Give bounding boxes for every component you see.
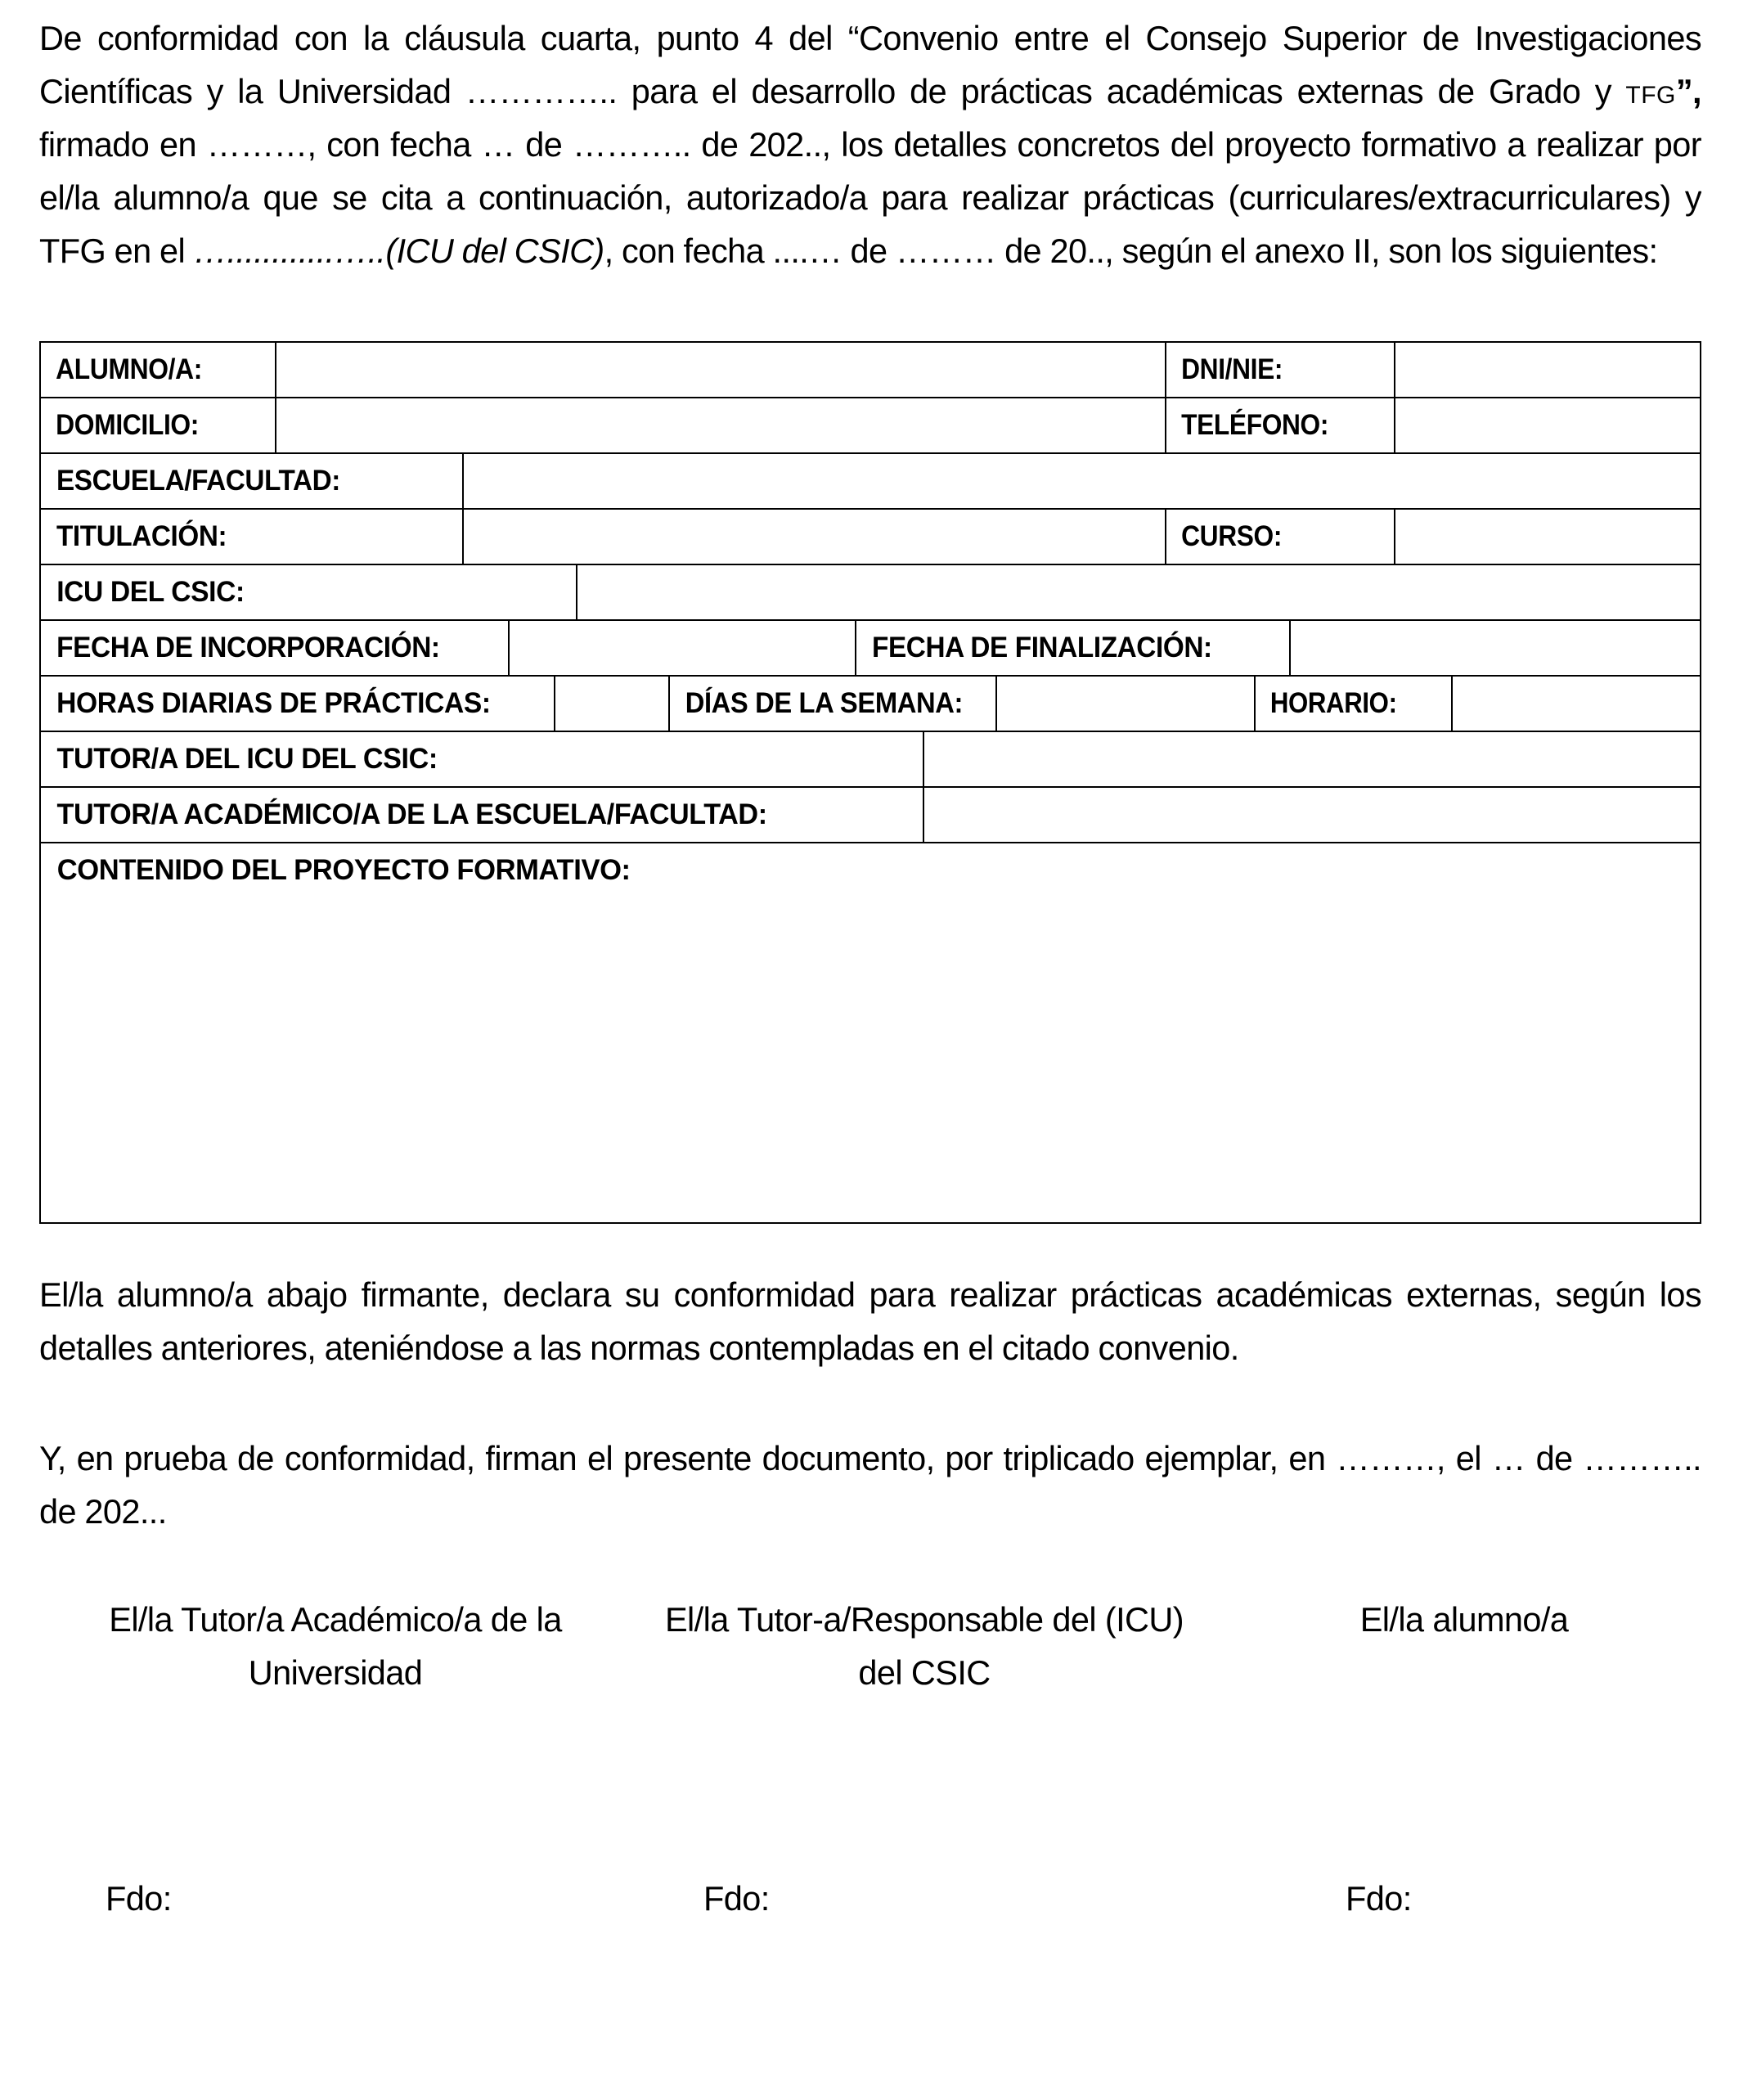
row-titulacion bbox=[41, 510, 1700, 565]
fecha-fin-field[interactable] bbox=[1291, 621, 1700, 675]
telefono-label-cell bbox=[1166, 398, 1395, 452]
row-alumno bbox=[41, 343, 1700, 398]
icu-label: ICU DEL CSIC: bbox=[56, 576, 245, 608]
intro-line-1: De conformidad con la cláusula cuarta, punto 4 del “Convenio entre el Consejo Superior de Investigaciones bbox=[39, 19, 1701, 57]
dni-label: DNI/NIE: bbox=[1181, 353, 1283, 385]
signature-academic-tutor bbox=[82, 1593, 589, 1699]
titulacion-label: TITULACIÓN: bbox=[56, 520, 227, 552]
domicilio-label: DOMICILIO: bbox=[56, 409, 200, 441]
escuela-label-cell bbox=[41, 454, 464, 508]
proof-paragraph bbox=[39, 1432, 1701, 1538]
proof-line-2: de 202... bbox=[39, 1492, 167, 1531]
titulacion-field[interactable] bbox=[464, 510, 1166, 564]
row-tutor-icu bbox=[41, 732, 1700, 788]
intro-line-2 bbox=[39, 65, 1701, 118]
fecha-inc-field[interactable] bbox=[510, 621, 856, 675]
fecha-fin-label-cell bbox=[856, 621, 1291, 675]
escuela-field[interactable] bbox=[464, 454, 1700, 508]
declaration-paragraph bbox=[39, 1268, 1701, 1374]
fdo-academic: Fdo: bbox=[106, 1879, 172, 1918]
contenido-label: CONTENIDO DEL PROYECTO FORMATIVO: bbox=[56, 854, 631, 886]
horario-label-cell bbox=[1256, 677, 1453, 731]
intro-line-3: firmado en ………, con fecha … de ……….. de 202.., los detalles concretos del proyecto formativo a realizar por bbox=[39, 125, 1701, 164]
alumno-label-cell bbox=[41, 343, 276, 397]
tfg-abbrev: TFG bbox=[1625, 82, 1676, 109]
escuela-label: ESCUELA/FACULTAD: bbox=[56, 465, 340, 497]
row-tutor-academico bbox=[41, 788, 1700, 843]
domicilio-field[interactable] bbox=[276, 398, 1166, 452]
row-icu bbox=[41, 565, 1700, 621]
signature-academic-line-1: El/la Tutor/a Académico/a de la bbox=[109, 1600, 562, 1639]
dias-label: DÍAS DE LA SEMANA: bbox=[685, 687, 964, 719]
fdo-student: Fdo: bbox=[1346, 1879, 1412, 1918]
curso-field[interactable] bbox=[1395, 510, 1700, 564]
icu-label-cell bbox=[41, 565, 577, 619]
domicilio-label-cell bbox=[41, 398, 276, 452]
fecha-inc-label-cell bbox=[41, 621, 510, 675]
tutor-icu-label: TUTOR/A DEL ICU DEL CSIC: bbox=[56, 743, 438, 775]
horario-field[interactable] bbox=[1453, 677, 1700, 731]
signature-csic-line-1: El/la Tutor-a/Responsable del (ICU) bbox=[664, 1600, 1184, 1639]
dias-field[interactable] bbox=[997, 677, 1256, 731]
signature-student bbox=[1301, 1593, 1628, 1646]
alumno-field[interactable] bbox=[276, 343, 1166, 397]
horas-label: HORAS DIARIAS DE PRÁCTICAS: bbox=[56, 687, 491, 719]
declare-line-1: El/la alumno/a abajo firmante, declara su conformidad para realizar prácticas académicas externas, según los bbox=[39, 1275, 1701, 1314]
horas-label-cell bbox=[41, 677, 555, 731]
curso-label: CURSO: bbox=[1181, 520, 1283, 552]
telefono-field[interactable] bbox=[1395, 398, 1700, 452]
training-project-form bbox=[39, 341, 1701, 1224]
intro-line-5-end: , con fecha ....… de ……… de 20.., según el anexo II, son los siguientes: bbox=[604, 232, 1658, 270]
titulacion-label-cell bbox=[41, 510, 464, 564]
dni-field[interactable] bbox=[1395, 343, 1700, 397]
intro-line-2-close: ”, bbox=[1675, 72, 1701, 110]
proof-line-1: Y, en prueba de conformidad, firman el presente documento, por triplicado ejemplar, en ………, el … de ……….. bbox=[39, 1439, 1701, 1477]
alumno-label: ALUMNO/A: bbox=[56, 353, 202, 385]
signature-csic-tutor bbox=[654, 1593, 1194, 1699]
intro-line-4: el/la alumno/a que se cita a continuación, autorizado/a para realizar prácticas (curriculares/extracurriculares) y bbox=[39, 178, 1701, 217]
tutor-acad-label-cell bbox=[41, 788, 924, 842]
row-horas bbox=[41, 677, 1700, 732]
tutor-acad-field[interactable] bbox=[924, 788, 1700, 842]
telefono-label: TELÉFONO: bbox=[1181, 409, 1329, 441]
signature-csic-line-2: del CSIC bbox=[858, 1653, 991, 1692]
row-fechas bbox=[41, 621, 1700, 677]
icu-field[interactable] bbox=[577, 565, 1700, 619]
intro-line-5-start: TFG en el bbox=[39, 232, 194, 270]
intro-line-2-text: Científicas y la Universidad ………….. para el desarrollo de prácticas académicas externas de Grado y bbox=[39, 72, 1611, 110]
dni-label-cell bbox=[1166, 343, 1395, 397]
row-domicilio bbox=[41, 398, 1700, 454]
tutor-icu-field[interactable] bbox=[924, 732, 1700, 786]
intro-paragraph bbox=[39, 11, 1701, 277]
row-escuela bbox=[41, 454, 1700, 510]
fdo-csic: Fdo: bbox=[703, 1879, 770, 1918]
curso-label-cell bbox=[1166, 510, 1395, 564]
tutor-icu-label-cell bbox=[41, 732, 924, 786]
tutor-acad-label: TUTOR/A ACADÉMICO/A DE LA ESCUELA/FACULTAD: bbox=[56, 798, 767, 830]
fecha-fin-label: FECHA DE FINALIZACIÓN: bbox=[872, 632, 1212, 663]
horario-label: HORARIO: bbox=[1269, 687, 1397, 719]
signature-student-line: El/la alumno/a bbox=[1359, 1600, 1569, 1639]
fecha-inc-label: FECHA DE INCORPORACIÓN: bbox=[56, 632, 440, 663]
intro-line-5 bbox=[39, 224, 1701, 277]
signature-academic-line-2: Universidad bbox=[248, 1653, 423, 1692]
dias-label-cell bbox=[670, 677, 997, 731]
horas-field[interactable] bbox=[555, 677, 670, 731]
declare-line-2: detalles anteriores, ateniéndose a las normas contempladas en el citado convenio. bbox=[39, 1329, 1239, 1367]
row-contenido[interactable] bbox=[41, 843, 1700, 1222]
icu-placeholder: …............…..(ICU del CSIC) bbox=[193, 232, 604, 270]
